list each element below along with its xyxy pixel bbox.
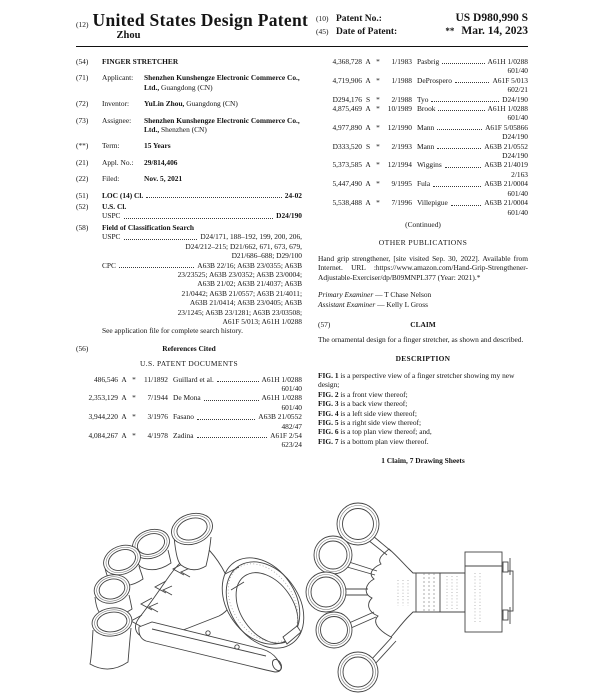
dot-leader (204, 393, 259, 400)
reference-row (318, 123, 528, 142)
invention-title-row (76, 57, 302, 66)
figure-text: is a perspective view of a finger stretcher showing my new design; (318, 370, 515, 390)
field-tag: (57) (318, 319, 331, 329)
figure-descriptions (318, 371, 528, 446)
dot-leader (455, 76, 490, 83)
uscl-label: U.S. Cl. (102, 202, 127, 212)
search-cpc-first: A63B 22/16; A63B 23/0355; A63B (197, 260, 302, 270)
ref-star: * (376, 57, 380, 66)
field-value (144, 141, 302, 150)
reference-row (76, 393, 302, 412)
ref-star: * (132, 374, 136, 384)
ref-number: 3,944,220 (88, 412, 118, 422)
ref-kind: A (121, 374, 127, 384)
field-tag: (52) (76, 202, 89, 212)
figure-label: FIG. 5 (318, 418, 339, 427)
search-cpc-line: 21/0442; A63B 21/0557; A63B 21/4011; (181, 288, 302, 298)
reference-row (318, 160, 528, 179)
figure-description-line (318, 418, 528, 427)
field-label: Filed: (102, 174, 120, 184)
fig-plan-drawing (306, 503, 513, 692)
field-tag: (21) (76, 157, 89, 167)
uspc-value: D24/190 (276, 211, 302, 221)
ref-name: Tyo (417, 94, 429, 104)
ref-class: A61H 1/0288 (261, 374, 302, 384)
ref-name: Guillard et al. (173, 374, 214, 384)
search-cpc-label: CPC (102, 260, 116, 270)
figure-text: is a left side view thereof; (338, 408, 417, 418)
field-label: Term: (102, 141, 120, 151)
reference-row (318, 179, 528, 198)
field-value (144, 99, 302, 108)
figure-text: is a bottom plan view thereof. (338, 436, 429, 446)
ref-date: 1/1983 (391, 57, 412, 66)
reference-row (76, 431, 302, 450)
field-value-bold: 15 Years (144, 141, 171, 151)
search-uspc-cont (102, 242, 302, 261)
figure-text: is a top plan view thereof; and, (338, 427, 432, 437)
ref-subclass: 601/40 (281, 402, 302, 412)
inventor-surname: Zhou (116, 30, 141, 42)
field-of-search-block (102, 223, 302, 336)
examiner-line (318, 290, 528, 299)
ref-subclass: 601/40 (507, 207, 528, 217)
examiner-label: Assistant Examiner (318, 300, 376, 310)
search-cpc-line: A63B 21/02; A63B 21/4037; A63B (197, 279, 302, 289)
ref-date: 11/1892 (144, 374, 168, 384)
ref-star: * (376, 141, 380, 151)
ref-kind: S (365, 94, 371, 104)
ref-star: * (132, 393, 136, 403)
ref-subclass: D24/190 (502, 151, 528, 161)
dot-leader (433, 179, 481, 186)
ref-class: A61F 5/013 (492, 75, 528, 85)
field-value (144, 73, 302, 92)
claim-title: CLAIM (410, 319, 436, 329)
ref-date: 12/1994 (387, 160, 412, 170)
ref-number: D294,176 (332, 94, 362, 104)
biblio-field-row (76, 99, 302, 108)
ref-star: * (376, 160, 380, 170)
patent-number: US D980,990 S (455, 12, 528, 24)
claim-heading (318, 320, 528, 329)
examiner-label: Primary Examiner (318, 289, 374, 299)
ref-name: Zadina (173, 431, 194, 440)
reference-row (76, 375, 302, 394)
field-value (144, 174, 302, 183)
ref-kind: A (365, 179, 371, 189)
ref-class: A63B 21/0552 (484, 141, 528, 151)
ref-name: Fula (417, 179, 431, 189)
figure-text: is a back view thereof; (338, 399, 408, 409)
ref-name: Villepigue (417, 198, 448, 208)
ref-number: 4,368,728 (332, 57, 362, 66)
ref-subclass: 2/163 (511, 169, 528, 179)
examiner-line (318, 300, 528, 309)
biblio-field-row (76, 158, 302, 167)
dot-leader (445, 160, 482, 167)
loc-label: LOC (14) Cl. (102, 190, 144, 200)
ref-class: A61F 2/54 (270, 431, 302, 440)
field-value-bold: Shenzhen Kunshengze Electronic Commerce Co., Ltd., (144, 73, 300, 92)
continued-note: (Continued) (405, 219, 441, 229)
field-value-bold: Shenzhen Kunshengze Electronic Commerce Co., Ltd., (144, 115, 300, 135)
ref-class: D24/190 (502, 94, 528, 104)
ref-name: De Mona (173, 393, 201, 403)
field-label: Inventor: (102, 99, 130, 109)
search-uspc-first: D24/171, 188–192, 199, 200, 206, (200, 232, 302, 242)
search-cpc-line: 23/1245; A63B 23/1281; A63B 23/03508; (177, 307, 302, 317)
field-label: Appl. No.: (102, 157, 134, 167)
ref-number: 5,538,488 (332, 198, 362, 208)
ref-class: A61H 1/0288 (487, 57, 528, 66)
ref-number: 5,447,490 (332, 179, 362, 189)
patent-no-tag: (10) (316, 14, 329, 23)
ref-date: 4/1978 (147, 431, 168, 440)
dot-leader (124, 211, 274, 218)
ref-star: * (376, 104, 380, 114)
search-uspc-line: D21/686–688; D29/100 (231, 251, 302, 261)
dot-leader (197, 431, 268, 438)
figure-description-line (318, 399, 528, 408)
ref-number: 4,084,267 (88, 431, 118, 440)
reference-row (318, 95, 528, 104)
search-label: Field of Classification Search (102, 222, 195, 232)
ref-date: 7/1996 (391, 198, 412, 208)
ref-kind: A (365, 75, 371, 85)
search-cpc-cont (102, 270, 302, 326)
ref-number: 486,546 (93, 374, 118, 384)
ref-subclass: 601/40 (507, 66, 528, 76)
dot-leader (119, 261, 194, 268)
ref-class: A63B 21/4019 (484, 160, 528, 170)
ref-star: * (376, 122, 380, 132)
ref-star: * (376, 198, 380, 208)
patent-drawings (0, 478, 612, 699)
ref-class: A61H 1/0288 (261, 393, 302, 403)
ref-name: DeProspero (417, 75, 452, 85)
ref-date: 3/1976 (147, 412, 168, 422)
fig1-perspective-drawing (90, 508, 320, 672)
examiner-name: — T Chase Nelson (373, 289, 432, 299)
ref-kind: A (365, 122, 371, 132)
references-heading (76, 344, 302, 353)
other-publications-title: OTHER PUBLICATIONS (378, 238, 468, 248)
ref-date: 9/1995 (391, 179, 412, 189)
figure-text: is a right side view thereof; (338, 418, 422, 427)
ref-number: 4,977,890 (332, 122, 362, 132)
date-value (445, 25, 528, 37)
ref-date: 2/1988 (391, 94, 412, 104)
ref-star: * (132, 431, 136, 440)
dot-leader (437, 142, 481, 149)
search-uspc-line: D24/212–215; D21/662, 671, 673, 679, (185, 241, 302, 251)
figure-description-line (318, 427, 528, 436)
ref-date: 10/1989 (387, 104, 412, 114)
ref-class: A63B 21/0552 (258, 412, 302, 422)
figure-label: FIG. 7 (318, 436, 339, 446)
ref-name: Mann (417, 122, 435, 132)
references-title: References Cited (162, 343, 216, 353)
ref-name: Fasano (173, 412, 194, 422)
ref-star: * (132, 412, 136, 422)
reference-row (76, 412, 302, 431)
ref-name: Pasbrig (417, 57, 440, 66)
figure-description-line (318, 390, 528, 399)
patent-no-label: Patent No.: (336, 14, 382, 24)
dot-leader (197, 412, 255, 419)
reference-row (318, 142, 528, 161)
loc-class-line (102, 191, 302, 200)
field-tag: (71) (76, 73, 89, 83)
biblio-field-row (76, 174, 302, 183)
figure-label: FIG. 1 (318, 370, 339, 380)
right-column (318, 57, 528, 466)
ref-kind: A (365, 57, 371, 66)
ref-subclass: D24/190 (502, 132, 528, 142)
dot-leader (437, 123, 482, 130)
dot-leader (438, 104, 484, 111)
uspc-label: USPC (102, 211, 121, 221)
biblio-field-row (76, 141, 302, 150)
us-patent-documents-title: U.S. PATENT DOCUMENTS (140, 359, 238, 369)
references-list-left (76, 375, 302, 450)
invention-title: FINGER STRETCHER (102, 57, 179, 66)
reference-row (318, 198, 528, 217)
field-value (144, 116, 302, 135)
figure-description-line (318, 437, 528, 446)
ref-subclass: 601/40 (281, 383, 302, 393)
dot-leader (124, 232, 198, 239)
field-value-bold: YuLin Zhou, (144, 99, 185, 109)
field-tag: (54) (76, 57, 89, 66)
left-column (76, 57, 302, 450)
ref-class: A61F 5/05866 (485, 122, 528, 132)
search-cpc-line: 23/23525; A63B 23/0352; A63B 23/0004; (177, 269, 302, 279)
ref-subclass: 601/40 (507, 113, 528, 123)
dot-leader (217, 375, 259, 382)
ref-subclass: 623/24 (281, 440, 302, 450)
field-label: Assignee: (102, 115, 132, 125)
figure-label: FIG. 3 (318, 399, 339, 409)
field-tag: (22) (76, 174, 89, 184)
date-label: Date of Patent: (336, 27, 398, 37)
ref-kind: A (365, 104, 371, 114)
kind-code-tag: (12) (76, 20, 89, 29)
field-tag: (56) (76, 343, 89, 353)
field-of-search (76, 223, 302, 336)
field-value-bold: Nov. 5, 2021 (144, 174, 183, 184)
other-publications-text: Hand grip strengthener, [site visited Sep. 30, 2022]. Available from Internet. URL :https://www.amazon.com/Hand-Grip-Strengthener-Adjustable-Exerciser/dp/B09MNPL377 (Year: 2021).* (318, 253, 528, 282)
ref-star: * (376, 75, 380, 85)
field-tag: (73) (76, 115, 89, 125)
references-list-right (318, 57, 528, 217)
field-value-bold: 29/814,406 (144, 157, 178, 167)
field-tag: (**) (76, 141, 89, 151)
ref-kind: A (121, 431, 127, 440)
ref-star: * (376, 94, 380, 104)
dot-leader (146, 191, 281, 198)
ref-number: 5,373,585 (332, 160, 362, 170)
field-label: Applicant: (102, 73, 134, 83)
date-tag: (45) (316, 27, 329, 36)
ref-number: 4,875,469 (332, 104, 362, 114)
figure-description-line (318, 371, 528, 390)
ref-kind: A (365, 198, 371, 208)
ref-number: 2,353,129 (88, 393, 118, 403)
figure-label: FIG. 6 (318, 427, 339, 437)
loc-value: 24-02 (284, 190, 302, 200)
ref-kind: A (121, 393, 127, 403)
field-tag: (51) (76, 190, 89, 200)
ref-name: Wiggins (417, 160, 442, 170)
dot-leader (431, 95, 499, 102)
loc-class-row (76, 191, 302, 200)
ref-date: 7/1944 (147, 393, 168, 403)
figure-label: FIG. 4 (318, 408, 339, 418)
reference-row (318, 57, 528, 76)
examiners (318, 290, 528, 310)
field-value-plain: Guangdong (CN) (184, 99, 238, 109)
ref-subclass: 601/40 (507, 188, 528, 198)
search-note: See application file for complete search history. (102, 326, 243, 336)
dot-leader (451, 198, 482, 205)
figure-label: FIG. 2 (318, 389, 339, 399)
field-tag: (58) (76, 222, 89, 232)
figure-description-line (318, 409, 528, 418)
examiner-name: — Kelly L Gross (375, 300, 428, 310)
dot-leader (442, 57, 484, 64)
sheets-note: 1 Claim, 7 Drawing Sheets (381, 456, 465, 466)
ref-class: A61H 1/0288 (487, 104, 528, 114)
ref-star: * (376, 179, 380, 189)
ref-date: 2/1993 (391, 141, 412, 151)
reference-row (318, 76, 528, 95)
header (76, 11, 528, 41)
search-uspc-label: USPC (102, 232, 121, 242)
ref-number: 4,719,906 (332, 75, 362, 85)
search-cpc-line: A61F 5/013; A61H 1/0288 (222, 316, 302, 326)
claim-text: The ornamental design for a finger stretcher, as shown and described. (318, 335, 524, 345)
biblio-field-row (76, 116, 302, 135)
field-value-plain: Guangdong (CN) (159, 82, 213, 92)
ref-name: Mann (417, 141, 435, 151)
ref-subclass: 482/47 (281, 421, 302, 431)
search-cpc-line: A63B 21/0414; A63B 23/0405; A63B (189, 298, 302, 308)
reference-row (318, 104, 528, 123)
bibliographic-fields (76, 73, 302, 183)
term-stars: ** (445, 26, 455, 36)
ref-subclass: 602/21 (507, 85, 528, 95)
ref-kind: S (365, 141, 371, 151)
patent-date: Mar. 14, 2023 (461, 25, 528, 37)
header-divider (76, 46, 528, 47)
figure-text: is a front view thereof; (338, 389, 408, 399)
us-class-row (76, 202, 302, 221)
ref-date: 12/1990 (387, 122, 412, 132)
biblio-field-row (76, 73, 302, 92)
ref-kind: A (365, 160, 371, 170)
description-title: DESCRIPTION (395, 353, 451, 363)
field-value (144, 158, 302, 167)
ref-name: Brook (417, 104, 436, 114)
page-title: United States Design Patent (92, 10, 309, 30)
ref-date: 1/1988 (391, 75, 412, 85)
us-class-block (102, 202, 302, 221)
ref-kind: A (121, 412, 127, 422)
ref-number: D333,520 (332, 141, 362, 151)
field-value-plain: Shenzhen (CN) (159, 125, 207, 135)
ref-class: A63B 21/0004 (484, 198, 528, 208)
ref-class: A63B 21/0004 (484, 179, 528, 189)
field-tag: (72) (76, 99, 89, 109)
